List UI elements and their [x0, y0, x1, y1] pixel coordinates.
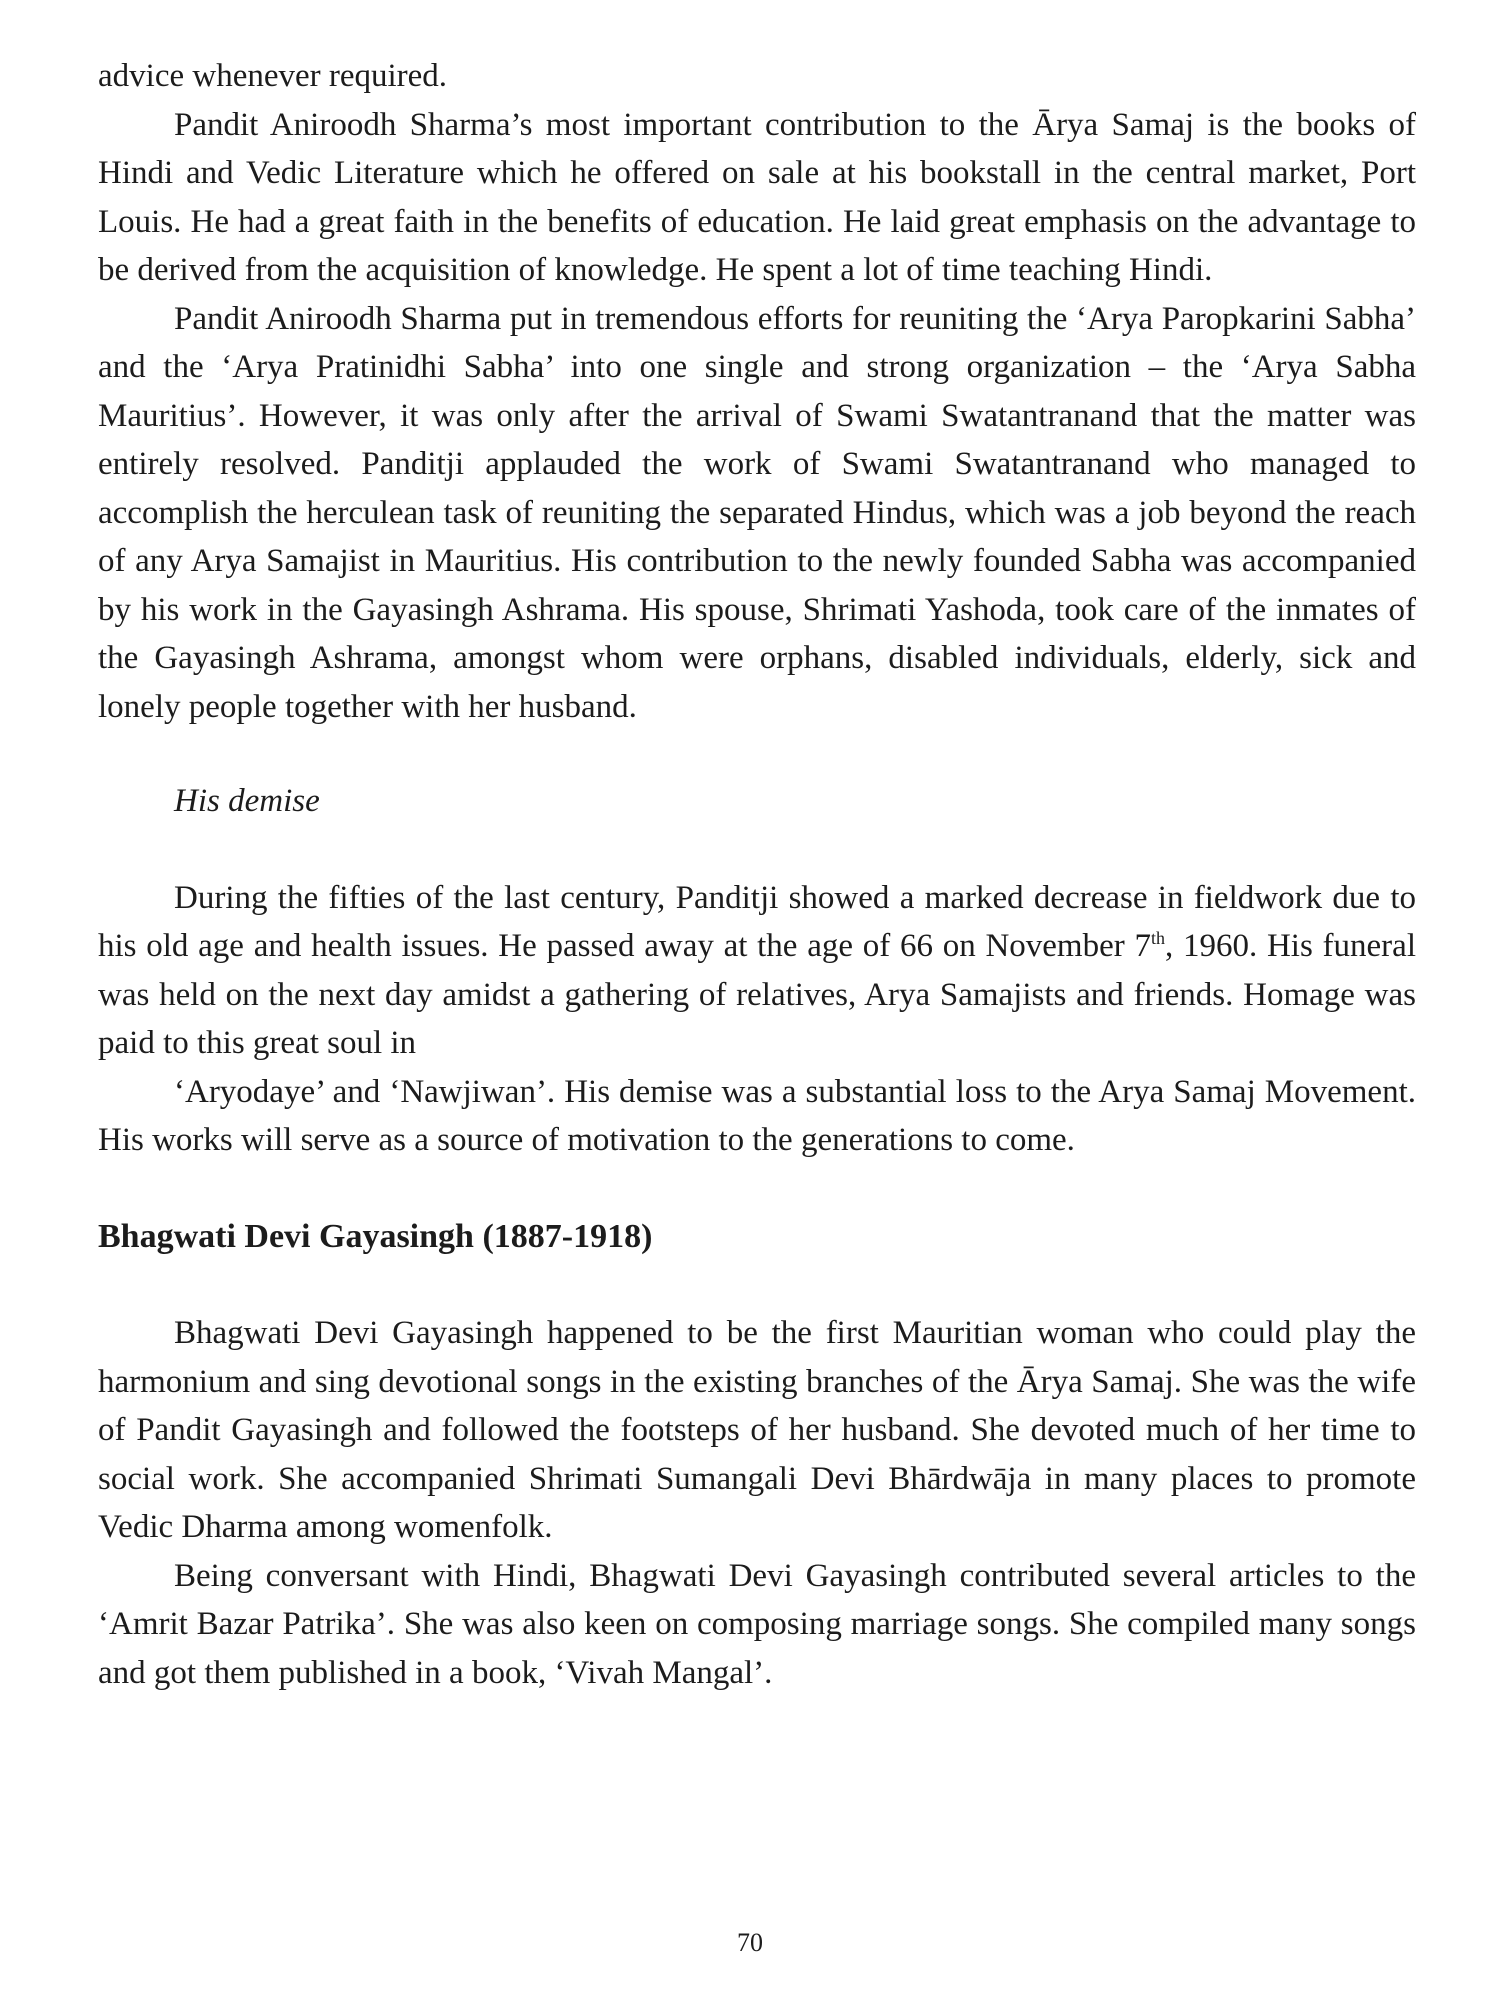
- paragraph-continuation: advice whenever required.: [98, 58, 448, 94]
- paragraph-bhagwati-intro: Bhagwati Devi Gayasingh happened to be the first Mauritian woman who could play the harmonium and sing devotional songs in the existing branches of the Ārya Samaj. She was the wife of Pandit Gayasingh and followed the footsteps of her husband. She devoted much of her time to social work. She accompanied Shrimati Sumangali Devi Bhārdwāja in many places to promote Vedic Dharma among womenfolk.: [98, 1315, 1416, 1545]
- paragraph-reunion-efforts: Pandit Aniroodh Sharma put in tremendous efforts for reuniting the ‘Arya Paropkarini Sabha’ and the ‘Arya Pratinidhi Sabha’ into one single and strong organization – the ‘Arya Sabha Mauritius’. However, it was only after the arrival of Swami Swatantranand that the matter was entirely resolved. Panditji applauded the work of Swami Swatantranand who managed to accomplish the herculean task of reuniting the separated Hindus, which was a job beyond the reach of any Arya Samajist in Mauritius. His contribution to the newly founded Sabha was accompanied by his work in the Gayasingh Ashrama. His spouse, Shrimati Yashoda, took care of the inmates of the Gayasingh Ashrama, amongst whom were orphans, disabled individuals, elderly, sick and lonely people together with her husband.: [98, 300, 1416, 725]
- paragraph-demise-continued: ‘Aryodaye’ and ‘Nawjiwan’. His demise was a substantial loss to the Arya Samaj Movement. His works will serve as a source of motivation to the generations to come.: [98, 1073, 1416, 1158]
- date-ordinal-suffix: th: [1150, 928, 1165, 948]
- paragraph-demise: [98, 874, 1416, 1068]
- document-page: [98, 52, 1416, 1697]
- subheading-his-demise: His demise: [174, 783, 320, 819]
- section-heading-bhagwati-devi: Bhagwati Devi Gayasingh (1887-1918): [98, 1217, 653, 1255]
- demise-text-part2: , 1960. His funeral was held on the next day amidst a gathering of relatives, Arya Samajists and friends. Homage was paid to this great soul in: [98, 928, 1416, 1061]
- paragraph-bhagwati-writings: Being conversant with Hindi, Bhagwati Devi Gayasingh contributed several articles to the ‘Amrit Bazar Patrika’. She was also keen on composing marriage songs. She compiled many songs and got them published in a book, ‘Vivah Mangal’.: [98, 1557, 1416, 1691]
- demise-text-part1: During the fifties of the last century, Panditji showed a marked decrease in fieldwork due to his old age and health issues. He passed away at the age of 66 on November 7: [98, 879, 1416, 964]
- page-number: 70: [737, 1928, 763, 1957]
- paragraph-contribution: Pandit Aniroodh Sharma’s most important contribution to the Ārya Samaj is the books of Hindi and Vedic Literature which he offered on sale at his bookstall in the central market, Port Louis. He had a great faith in the benefits of education. He laid great emphasis on the advantage to be derived from the acquisition of knowledge. He spent a lot of time teaching Hindi.: [98, 106, 1416, 288]
